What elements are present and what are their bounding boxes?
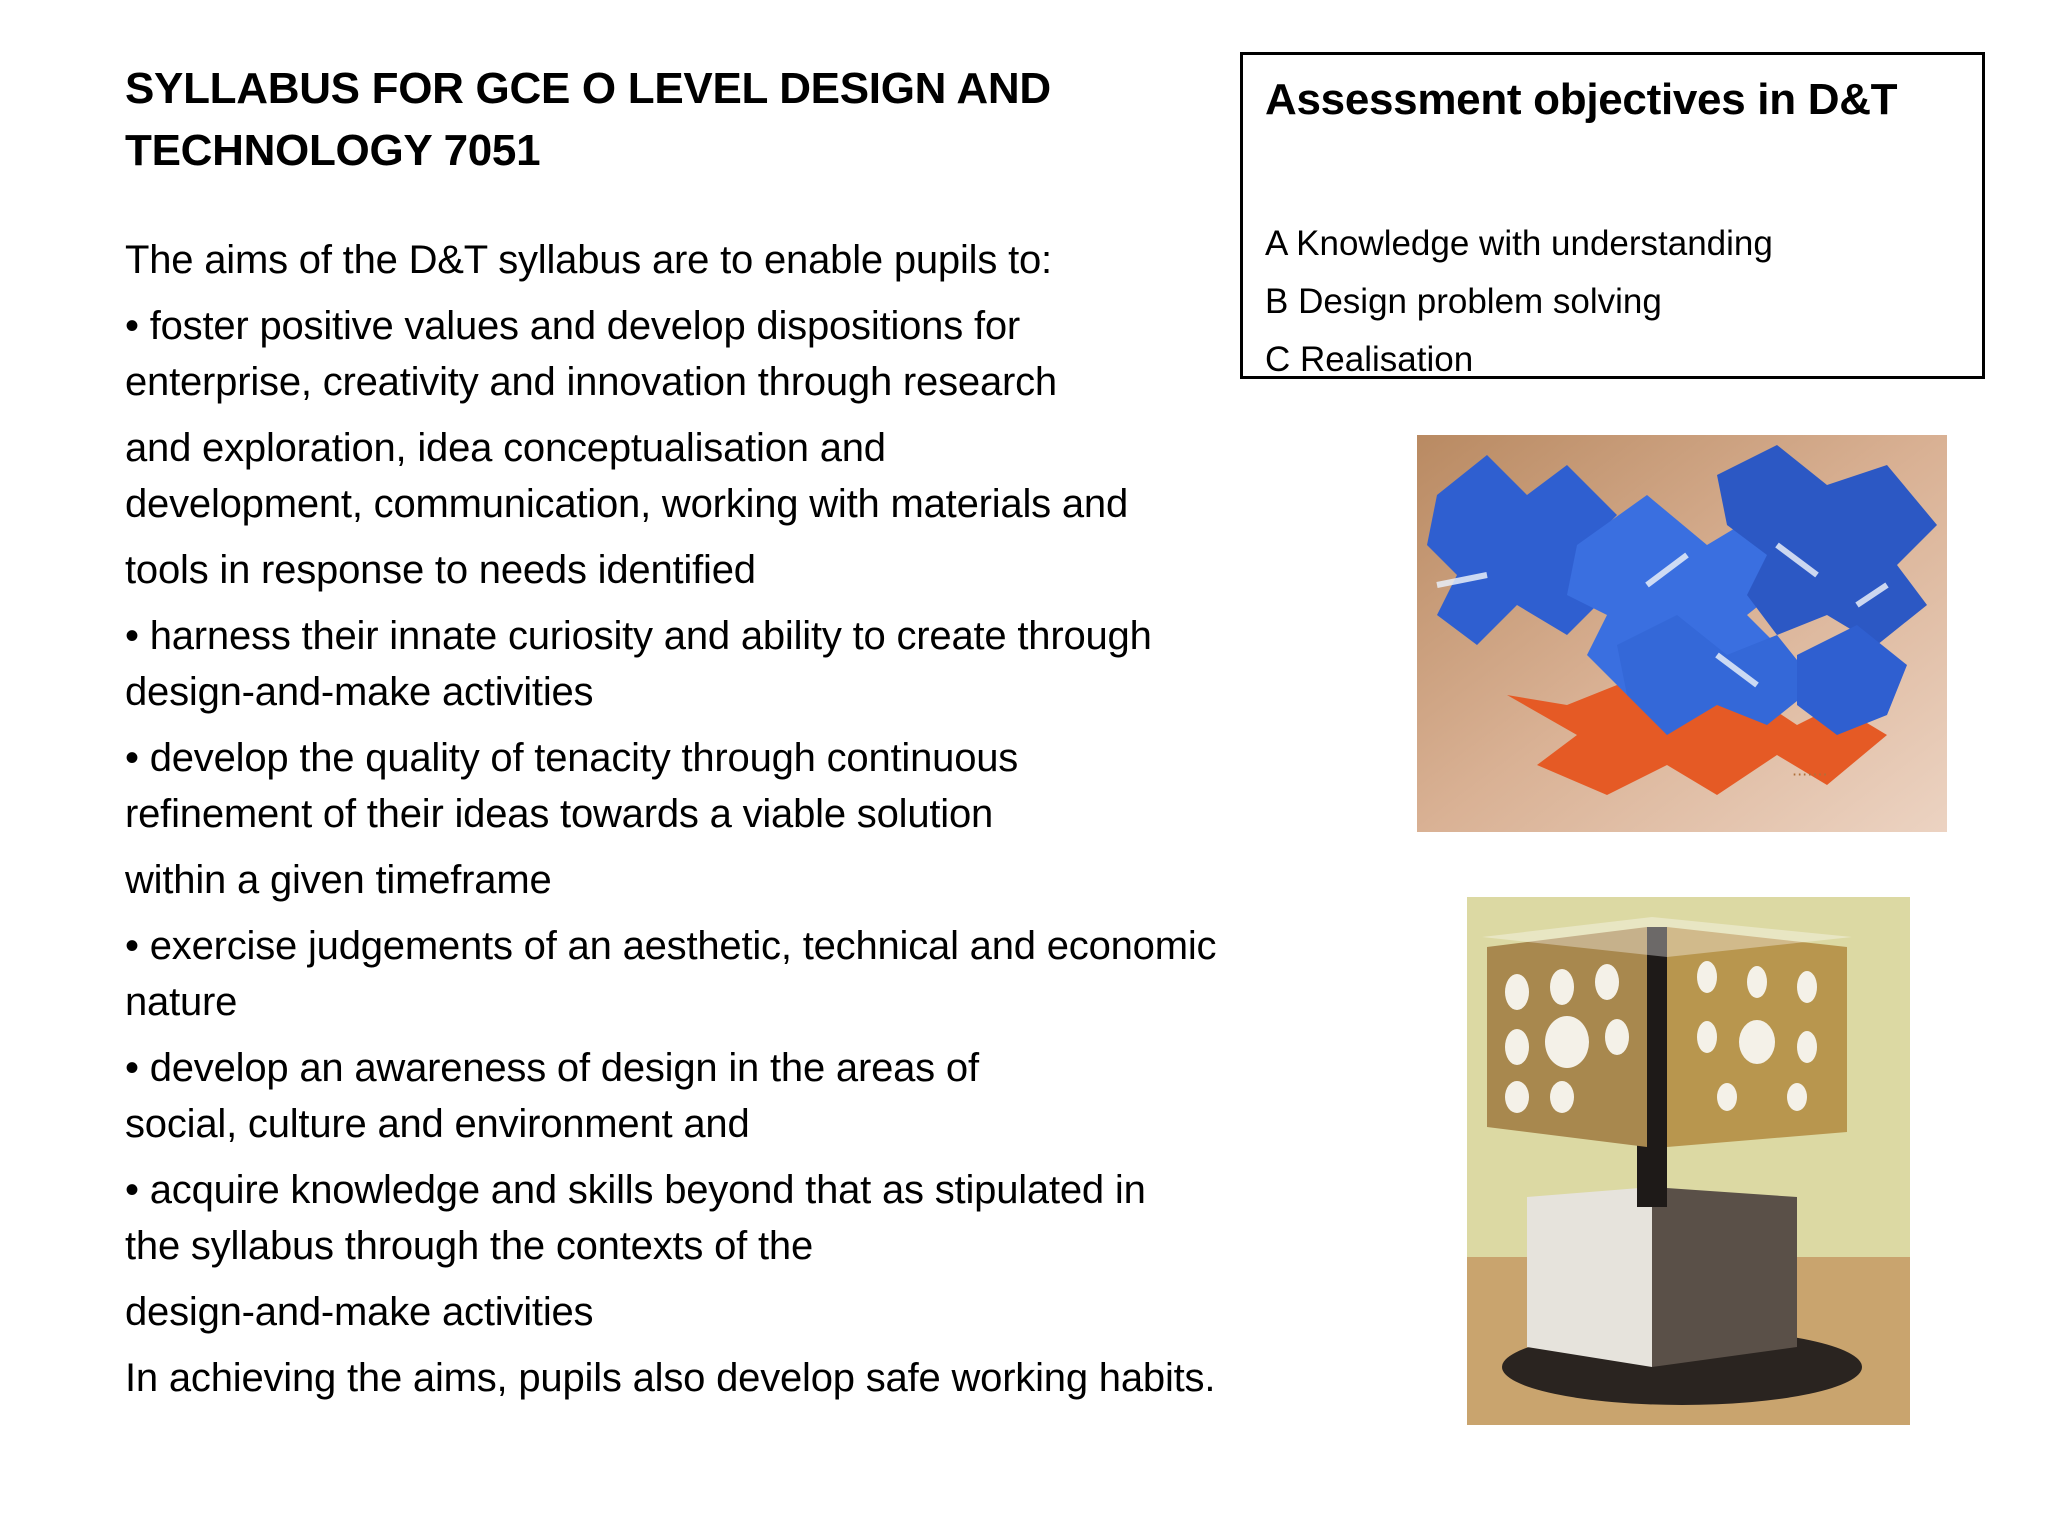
aims-line: the syllabus through the contexts of the (125, 1224, 813, 1268)
objective-item: B Design problem solving (1265, 282, 1662, 321)
aims-line: • exercise judgements of an aesthetic, technical and economic (125, 924, 1217, 968)
aims-line: nature (125, 980, 238, 1024)
aims-line: refinement of their ideas towards a viable solution (125, 792, 994, 836)
aims-line: design-and-make activities (125, 670, 594, 714)
aims-intro: The aims of the D&T syllabus are to enable pupils to: (125, 238, 1052, 282)
objectives-heading: Assessment objectives in D&T (1265, 75, 1898, 124)
objective-item: C Realisation (1265, 340, 1474, 379)
objectives-list (1265, 215, 1773, 389)
title-line-1: SYLLABUS FOR GCE O LEVEL DESIGN AND (125, 64, 1051, 113)
aims-line: enterprise, creativity and innovation through research (125, 360, 1057, 404)
aims-line: tools in response to needs identified (125, 548, 756, 592)
aims-line: • develop the quality of tenacity through continuous (125, 736, 1019, 780)
aims-closing: In achieving the aims, pupils also develop safe working habits. (125, 1356, 1216, 1400)
puzzle-model-image (1417, 435, 1947, 832)
aims-line: • acquire knowledge and skills beyond that as stipulated in (125, 1168, 1146, 1212)
aims-line: design-and-make activities (125, 1290, 594, 1334)
aims-line: development, communication, working with materials and (125, 482, 1129, 526)
aims-text (125, 232, 1335, 1406)
slide-title (125, 58, 1125, 182)
aims-line: • foster positive values and develop dispositions for (125, 304, 1021, 348)
aims-line: and exploration, idea conceptualisation and (125, 426, 886, 470)
blue-acrylic-puzzle-model-photo (1417, 435, 1947, 832)
cube-model-image (1467, 897, 1910, 1425)
aims-line: within a given timeframe (125, 858, 552, 902)
objective-item: A Knowledge with understanding (1265, 224, 1773, 263)
title-line-2: TECHNOLOGY 7051 (125, 126, 541, 175)
aims-line: social, culture and environment and (125, 1102, 750, 1146)
rotating-cube-display-model-photo (1467, 897, 1910, 1425)
aims-line: • develop an awareness of design in the areas of (125, 1046, 979, 1090)
aims-line: • harness their innate curiosity and ability to create through (125, 614, 1152, 658)
svg-text:·······: ······· (1792, 765, 1828, 784)
assessment-objectives-box (1240, 52, 1985, 379)
